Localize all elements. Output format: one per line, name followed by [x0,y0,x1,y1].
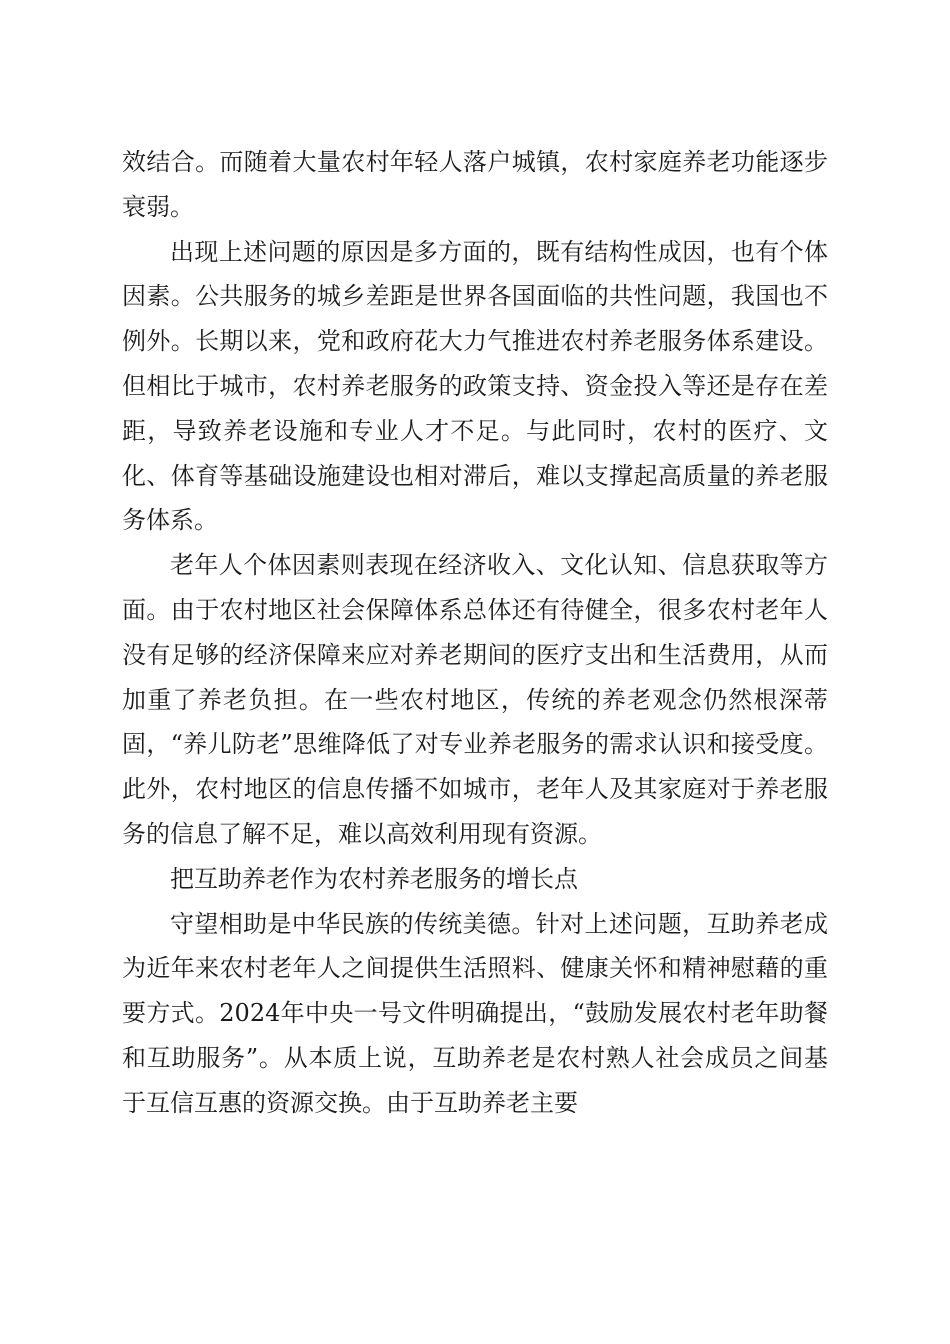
paragraph-mutual-aid: 守望相助是中华民族的传统美德。针对上述问题，互助养老成为近年来农村老年人之间提供生活照料、健康关怀和精神慰藉的重要方式。2024年中央一号文件明确提出，“鼓励发展农村老年助餐和互助服务”。从本质上说，互助养老是农村熟人社会成员之间基于互信互惠的资源交换。由于互助养老主要 [122,909,828,1117]
section-heading: 把互助养老作为农村养老服务的增长点 [170,864,578,893]
paragraph-causes: 出现上述问题的原因是多方面的，既有结构性成因，也有个体因素。公共服务的城乡差距是世界各国面临的共性问题，我国也不例外。长期以来，党和政府花大力气推进农村养老服务体系建设。但相比于城市，农村养老服务的政策支持、资金投入等还是存在差距，导致养老设施和专业人才不足。与此同时，农村的医疗、文化、体育等基础设施建设也相对滞后，难以支撑起高质量的养老服务体系。 [122,237,828,535]
article-body [122,140,828,1126]
paragraph-individual-factors: 老年人个体因素则表现在经济收入、文化认知、信息获取等方面。由于农村地区社会保障体系总体还有待健全，很多农村老年人没有足够的经济保障来应对养老期间的医疗支出和生活费用，从而加重了养老负担。在一些农村地区，传统的养老观念仍然根深蒂固，“养儿防老”思维降低了对专业养老服务的需求认识和接受度。此外，农村地区的信息传播不如城市，老年人及其家庭对于养老服务的信息了解不足，难以高效利用现有资源。 [122,551,828,848]
paragraph-continuation: 效结合。而随着大量农村年轻人落户城镇，农村家庭养老功能逐步衰弱。 [122,148,828,221]
